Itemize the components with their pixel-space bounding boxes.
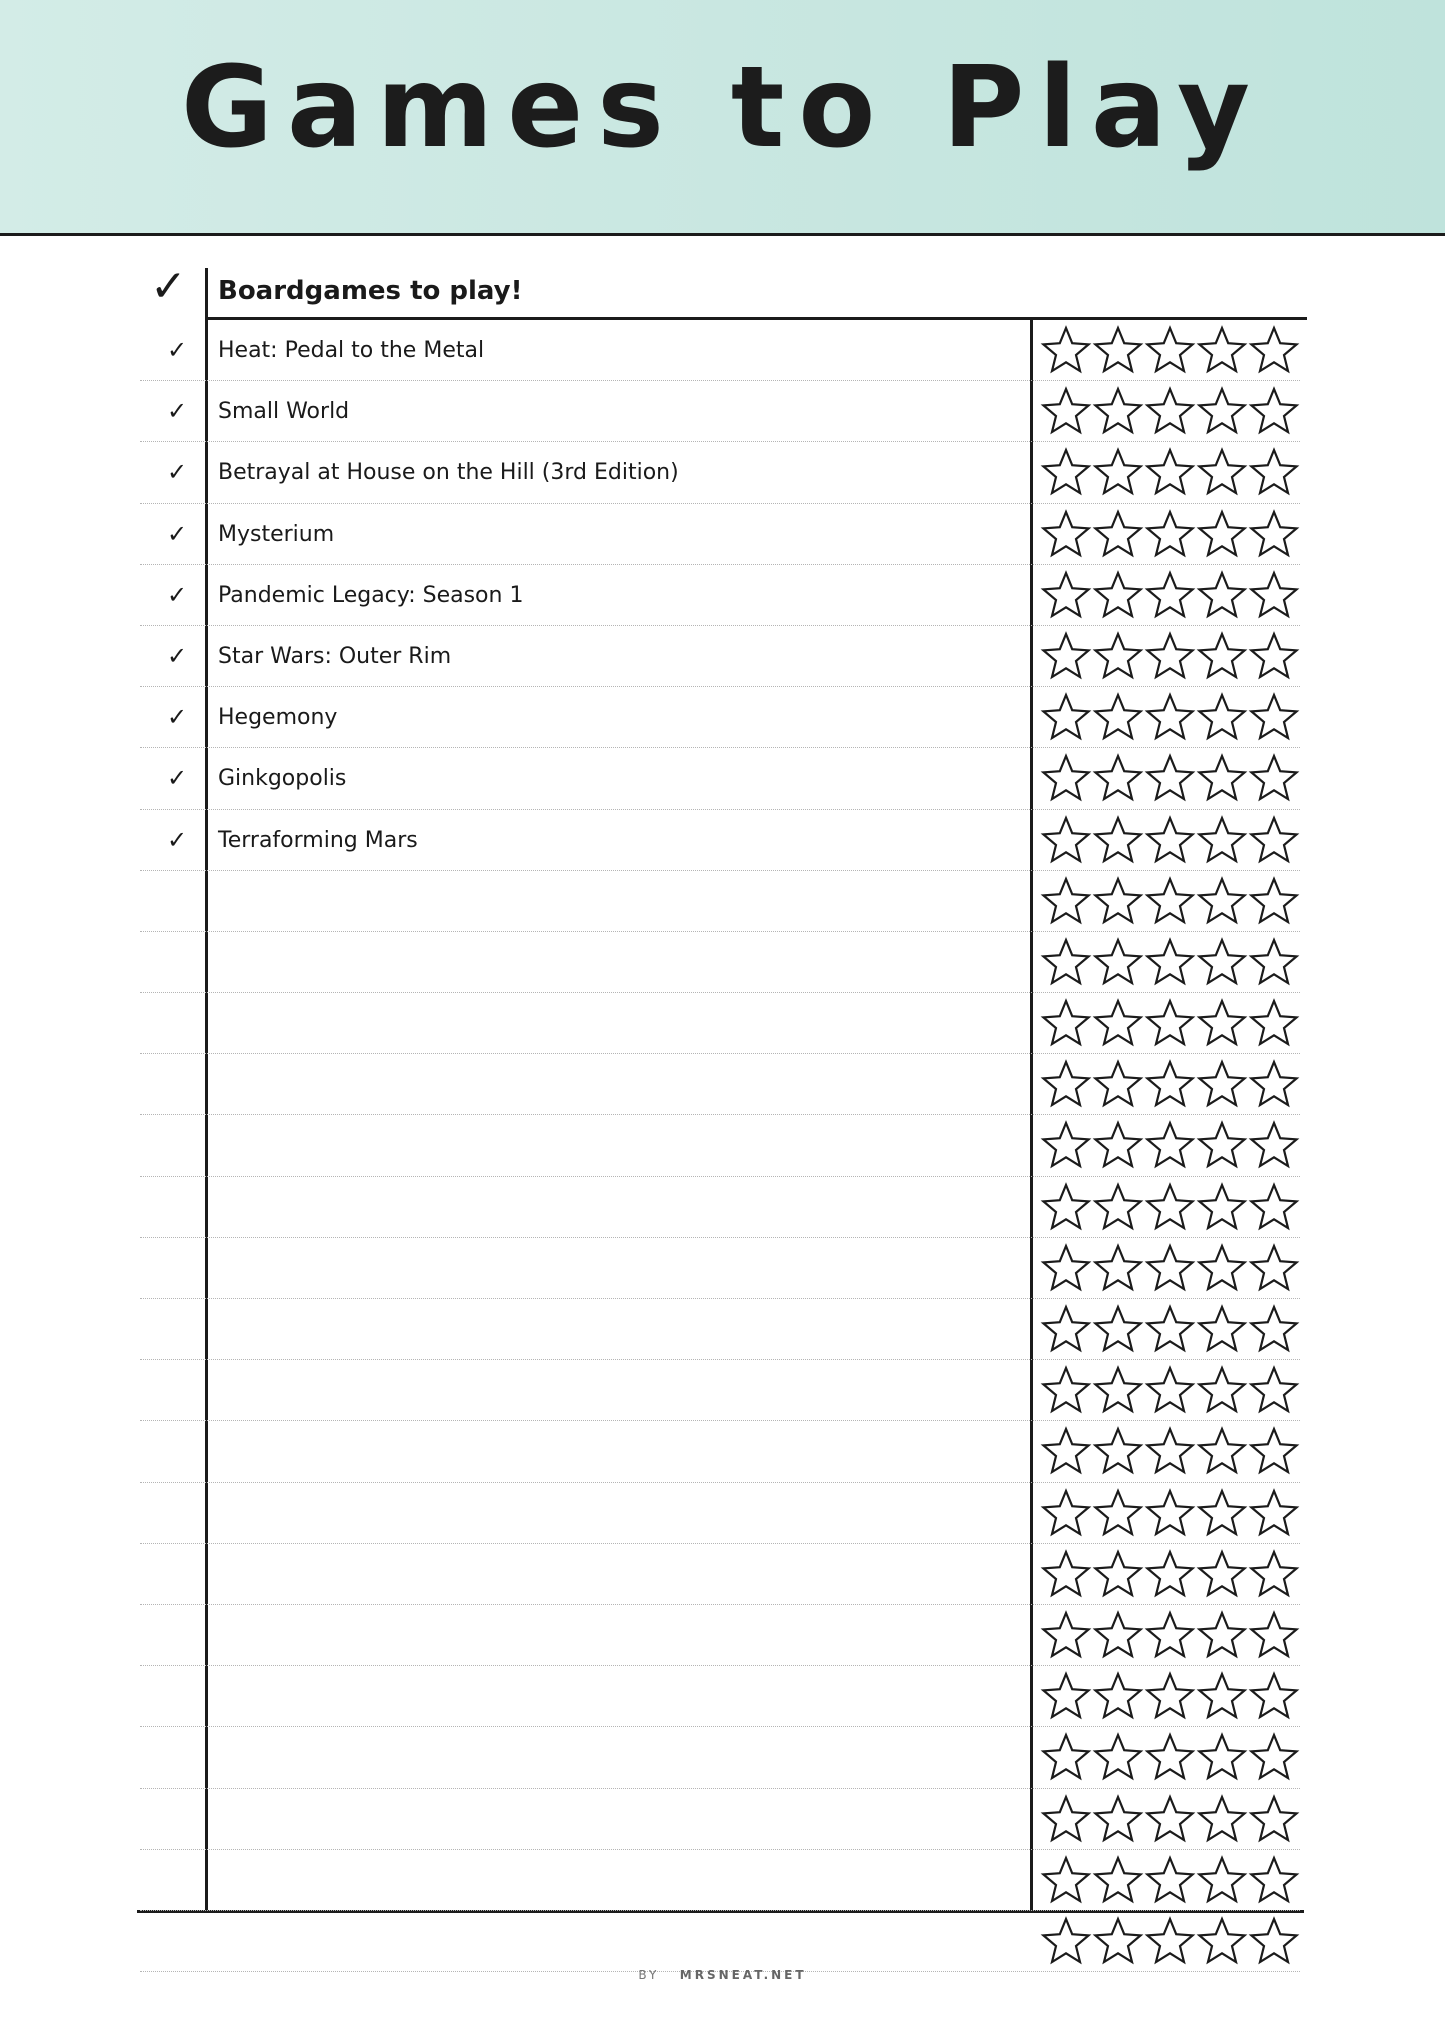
star-outline-icon[interactable]: [1144, 508, 1196, 560]
list-item: [0, 1054, 1445, 1115]
list-item: [0, 1360, 1445, 1421]
list-item: [0, 320, 1445, 381]
star-rating[interactable]: [1040, 1425, 1300, 1479]
star-rating[interactable]: [1040, 1364, 1300, 1418]
star-outline-icon[interactable]: [1092, 997, 1144, 1049]
star-outline-icon[interactable]: [1196, 1915, 1248, 1967]
star-outline-icon[interactable]: [1248, 385, 1300, 437]
star-outline-icon[interactable]: [1144, 1609, 1196, 1661]
star-outline-icon[interactable]: [1196, 385, 1248, 437]
star-outline-icon[interactable]: [1248, 1487, 1300, 1539]
game-name: Betrayal at House on the Hill (3rd Edition): [218, 460, 679, 486]
star-rating[interactable]: [1040, 875, 1300, 929]
star-outline-icon[interactable]: [1040, 1303, 1092, 1355]
star-outline-icon[interactable]: [1092, 1058, 1144, 1110]
star-outline-icon[interactable]: [1040, 1731, 1092, 1783]
list-item: [0, 1238, 1445, 1299]
star-outline-icon[interactable]: [1092, 1119, 1144, 1171]
star-outline-icon[interactable]: [1196, 508, 1248, 560]
star-outline-icon[interactable]: [1196, 1181, 1248, 1233]
star-outline-icon[interactable]: [1040, 752, 1092, 804]
star-outline-icon[interactable]: [1040, 508, 1092, 560]
star-outline-icon[interactable]: [1196, 1242, 1248, 1294]
star-outline-icon[interactable]: [1248, 446, 1300, 498]
star-rating[interactable]: [1040, 385, 1300, 439]
star-outline-icon[interactable]: [1196, 1854, 1248, 1906]
star-outline-icon[interactable]: [1196, 1609, 1248, 1661]
star-outline-icon[interactable]: [1092, 1303, 1144, 1355]
star-outline-icon[interactable]: [1040, 1854, 1092, 1906]
row-check-icon[interactable]: ✓: [166, 825, 188, 854]
title-banner: [0, 0, 1445, 236]
star-outline-icon[interactable]: [1248, 324, 1300, 376]
star-outline-icon[interactable]: [1040, 1242, 1092, 1294]
star-outline-icon[interactable]: [1196, 1670, 1248, 1722]
star-outline-icon[interactable]: [1196, 752, 1248, 804]
star-outline-icon[interactable]: [1092, 1548, 1144, 1600]
list-item: [0, 810, 1445, 871]
star-outline-icon[interactable]: [1144, 1242, 1196, 1294]
star-outline-icon[interactable]: [1196, 1793, 1248, 1845]
star-outline-icon[interactable]: [1040, 1364, 1092, 1416]
star-outline-icon[interactable]: [1040, 1425, 1092, 1477]
star-outline-icon[interactable]: [1040, 691, 1092, 743]
star-outline-icon[interactable]: [1196, 814, 1248, 866]
list-item: [0, 1177, 1445, 1238]
row-check-icon[interactable]: ✓: [166, 580, 188, 609]
star-outline-icon[interactable]: [1144, 1915, 1196, 1967]
star-outline-icon[interactable]: [1144, 1487, 1196, 1539]
row-check-icon[interactable]: ✓: [166, 458, 188, 487]
star-outline-icon[interactable]: [1248, 1670, 1300, 1722]
star-outline-icon[interactable]: [1092, 691, 1144, 743]
star-rating[interactable]: [1040, 1915, 1300, 1969]
star-rating[interactable]: [1040, 1303, 1300, 1357]
star-outline-icon[interactable]: [1196, 1119, 1248, 1171]
row-check-icon[interactable]: ✓: [166, 519, 188, 548]
star-outline-icon[interactable]: [1092, 324, 1144, 376]
star-outline-icon[interactable]: [1196, 1364, 1248, 1416]
star-outline-icon[interactable]: [1092, 1670, 1144, 1722]
star-outline-icon[interactable]: [1092, 1731, 1144, 1783]
star-rating[interactable]: [1040, 1242, 1300, 1296]
star-outline-icon[interactable]: [1092, 1915, 1144, 1967]
star-outline-icon[interactable]: [1248, 1181, 1300, 1233]
game-name: Pandemic Legacy: Season 1: [218, 582, 524, 608]
star-outline-icon[interactable]: [1092, 1364, 1144, 1416]
star-outline-icon[interactable]: [1248, 997, 1300, 1049]
list-item: [0, 748, 1445, 809]
star-outline-icon[interactable]: [1144, 814, 1196, 866]
star-outline-icon[interactable]: [1196, 1058, 1248, 1110]
star-outline-icon[interactable]: [1144, 1058, 1196, 1110]
game-name: Terraforming Mars: [218, 827, 418, 853]
star-outline-icon[interactable]: [1248, 1119, 1300, 1171]
list-heading: Boardgames to play!: [218, 276, 523, 306]
star-outline-icon[interactable]: [1248, 1364, 1300, 1416]
star-outline-icon[interactable]: [1196, 1303, 1248, 1355]
star-outline-icon[interactable]: [1092, 1487, 1144, 1539]
star-outline-icon[interactable]: [1196, 630, 1248, 682]
star-outline-icon[interactable]: [1196, 324, 1248, 376]
star-outline-icon[interactable]: [1248, 1548, 1300, 1600]
row-check-icon[interactable]: ✓: [166, 336, 188, 364]
star-outline-icon[interactable]: [1248, 508, 1300, 560]
list-item: [0, 565, 1445, 626]
star-outline-icon[interactable]: [1092, 508, 1144, 560]
star-outline-icon[interactable]: [1040, 1487, 1092, 1539]
star-rating[interactable]: [1040, 752, 1300, 806]
star-outline-icon[interactable]: [1196, 997, 1248, 1049]
star-outline-icon[interactable]: [1092, 1609, 1144, 1661]
list-item: [0, 1115, 1445, 1176]
star-outline-icon[interactable]: [1144, 1425, 1196, 1477]
footer-credit: [0, 1968, 1445, 1982]
star-outline-icon[interactable]: [1092, 1793, 1144, 1845]
star-outline-icon[interactable]: [1144, 446, 1196, 498]
star-rating[interactable]: [1040, 1670, 1300, 1724]
star-outline-icon[interactable]: [1248, 1731, 1300, 1783]
list-item: [0, 1299, 1445, 1360]
page-title: Games to Play: [181, 43, 1264, 173]
star-outline-icon[interactable]: [1092, 1854, 1144, 1906]
star-outline-icon[interactable]: [1248, 1793, 1300, 1845]
star-outline-icon[interactable]: [1092, 814, 1144, 866]
star-outline-icon[interactable]: [1196, 1548, 1248, 1600]
star-rating[interactable]: [1040, 1058, 1300, 1112]
header-check-icon: ✓: [150, 261, 187, 312]
star-rating[interactable]: [1040, 1731, 1300, 1785]
footer-site: MRSNEAT.NET: [679, 1968, 807, 1982]
star-outline-icon[interactable]: [1144, 1793, 1196, 1845]
star-outline-icon[interactable]: [1248, 875, 1300, 927]
star-rating[interactable]: [1040, 1487, 1300, 1541]
star-outline-icon[interactable]: [1092, 1181, 1144, 1233]
star-outline-icon[interactable]: [1248, 814, 1300, 866]
star-rating[interactable]: [1040, 814, 1300, 868]
star-outline-icon[interactable]: [1248, 1303, 1300, 1355]
star-outline-icon[interactable]: [1144, 1854, 1196, 1906]
star-outline-icon[interactable]: [1144, 691, 1196, 743]
star-rating[interactable]: [1040, 569, 1300, 623]
star-outline-icon[interactable]: [1196, 1487, 1248, 1539]
star-outline-icon[interactable]: [1040, 1609, 1092, 1661]
star-outline-icon[interactable]: [1196, 691, 1248, 743]
star-outline-icon[interactable]: [1092, 936, 1144, 988]
star-outline-icon[interactable]: [1040, 875, 1092, 927]
star-outline-icon[interactable]: [1092, 385, 1144, 437]
row-check-icon[interactable]: ✓: [166, 703, 188, 732]
star-outline-icon[interactable]: [1196, 446, 1248, 498]
star-outline-icon[interactable]: [1144, 875, 1196, 927]
row-check-icon[interactable]: ✓: [166, 641, 188, 670]
star-outline-icon[interactable]: [1040, 1548, 1092, 1600]
list-item: [0, 1605, 1445, 1666]
star-rating[interactable]: [1040, 691, 1300, 745]
star-outline-icon[interactable]: [1144, 630, 1196, 682]
star-outline-icon[interactable]: [1040, 814, 1092, 866]
star-outline-icon[interactable]: [1144, 936, 1196, 988]
list-item: [0, 1727, 1445, 1788]
list-item: [0, 1483, 1445, 1544]
star-rating[interactable]: [1040, 446, 1300, 500]
star-outline-icon[interactable]: [1040, 385, 1092, 437]
star-outline-icon[interactable]: [1040, 936, 1092, 988]
star-outline-icon[interactable]: [1144, 324, 1196, 376]
list-item: [0, 504, 1445, 565]
game-name: Ginkgopolis: [218, 766, 347, 792]
star-outline-icon[interactable]: [1092, 446, 1144, 498]
star-outline-icon[interactable]: [1248, 569, 1300, 621]
list-item: [0, 1850, 1445, 1911]
list-item: [0, 381, 1445, 442]
list-item: [0, 871, 1445, 932]
star-outline-icon[interactable]: [1092, 1242, 1144, 1294]
list-item: [0, 1544, 1445, 1605]
game-name: Star Wars: Outer Rim: [218, 643, 452, 669]
star-outline-icon[interactable]: [1040, 630, 1092, 682]
star-rating[interactable]: [1040, 1793, 1300, 1847]
star-outline-icon[interactable]: [1040, 1119, 1092, 1171]
game-name: Hegemony: [218, 705, 338, 731]
star-outline-icon[interactable]: [1144, 569, 1196, 621]
star-outline-icon[interactable]: [1040, 324, 1092, 376]
star-outline-icon[interactable]: [1040, 1058, 1092, 1110]
star-outline-icon[interactable]: [1144, 997, 1196, 1049]
star-outline-icon[interactable]: [1040, 569, 1092, 621]
game-name: Heat: Pedal to the Metal: [218, 338, 485, 363]
star-rating[interactable]: [1040, 1548, 1300, 1602]
list-item: [0, 442, 1445, 503]
star-outline-icon[interactable]: [1144, 1181, 1196, 1233]
star-outline-icon[interactable]: [1144, 752, 1196, 804]
star-outline-icon[interactable]: [1144, 1364, 1196, 1416]
row-check-icon[interactable]: ✓: [166, 764, 188, 793]
list-item: [0, 1911, 1445, 1972]
star-rating[interactable]: [1040, 324, 1300, 378]
star-outline-icon[interactable]: [1248, 1425, 1300, 1477]
game-name: Small World: [218, 399, 350, 425]
star-outline-icon[interactable]: [1144, 1670, 1196, 1722]
star-outline-icon[interactable]: [1092, 569, 1144, 621]
star-outline-icon[interactable]: [1248, 1609, 1300, 1661]
star-outline-icon[interactable]: [1196, 875, 1248, 927]
list-item: [0, 932, 1445, 993]
footer-by: BY: [638, 1968, 660, 1982]
star-rating[interactable]: [1040, 630, 1300, 684]
star-outline-icon[interactable]: [1196, 936, 1248, 988]
star-outline-icon[interactable]: [1092, 752, 1144, 804]
star-outline-icon[interactable]: [1196, 1731, 1248, 1783]
star-outline-icon[interactable]: [1092, 875, 1144, 927]
star-outline-icon[interactable]: [1040, 446, 1092, 498]
list-item: [0, 1421, 1445, 1482]
star-outline-icon[interactable]: [1196, 1425, 1248, 1477]
star-outline-icon[interactable]: [1248, 1915, 1300, 1967]
list-item: [0, 687, 1445, 748]
star-outline-icon[interactable]: [1248, 691, 1300, 743]
game-name: Mysterium: [218, 521, 335, 547]
list-item: [0, 1789, 1445, 1850]
row-check-icon[interactable]: ✓: [166, 397, 188, 426]
star-outline-icon[interactable]: [1248, 1242, 1300, 1294]
star-outline-icon[interactable]: [1144, 1303, 1196, 1355]
star-outline-icon[interactable]: [1248, 936, 1300, 988]
star-rating[interactable]: [1040, 1609, 1300, 1663]
star-outline-icon[interactable]: [1040, 1793, 1092, 1845]
star-outline-icon[interactable]: [1040, 1670, 1092, 1722]
list-item: [0, 626, 1445, 687]
star-outline-icon[interactable]: [1248, 630, 1300, 682]
star-outline-icon[interactable]: [1092, 1425, 1144, 1477]
star-outline-icon[interactable]: [1144, 385, 1196, 437]
star-rating[interactable]: [1040, 997, 1300, 1051]
star-rating[interactable]: [1040, 1854, 1300, 1908]
star-outline-icon[interactable]: [1040, 1181, 1092, 1233]
star-outline-icon[interactable]: [1248, 752, 1300, 804]
star-outline-icon[interactable]: [1196, 569, 1248, 621]
star-outline-icon[interactable]: [1144, 1119, 1196, 1171]
star-rating[interactable]: [1040, 1181, 1300, 1235]
list-item: [0, 993, 1445, 1054]
star-outline-icon[interactable]: [1040, 1915, 1092, 1967]
list-item: [0, 1666, 1445, 1727]
star-outline-icon[interactable]: [1092, 630, 1144, 682]
star-outline-icon[interactable]: [1248, 1058, 1300, 1110]
games-list: [0, 320, 1445, 1972]
star-rating[interactable]: [1040, 1119, 1300, 1173]
star-outline-icon[interactable]: [1248, 1854, 1300, 1906]
star-outline-icon[interactable]: [1144, 1731, 1196, 1783]
star-outline-icon[interactable]: [1040, 997, 1092, 1049]
star-outline-icon[interactable]: [1144, 1548, 1196, 1600]
star-rating[interactable]: [1040, 508, 1300, 562]
star-rating[interactable]: [1040, 936, 1300, 990]
